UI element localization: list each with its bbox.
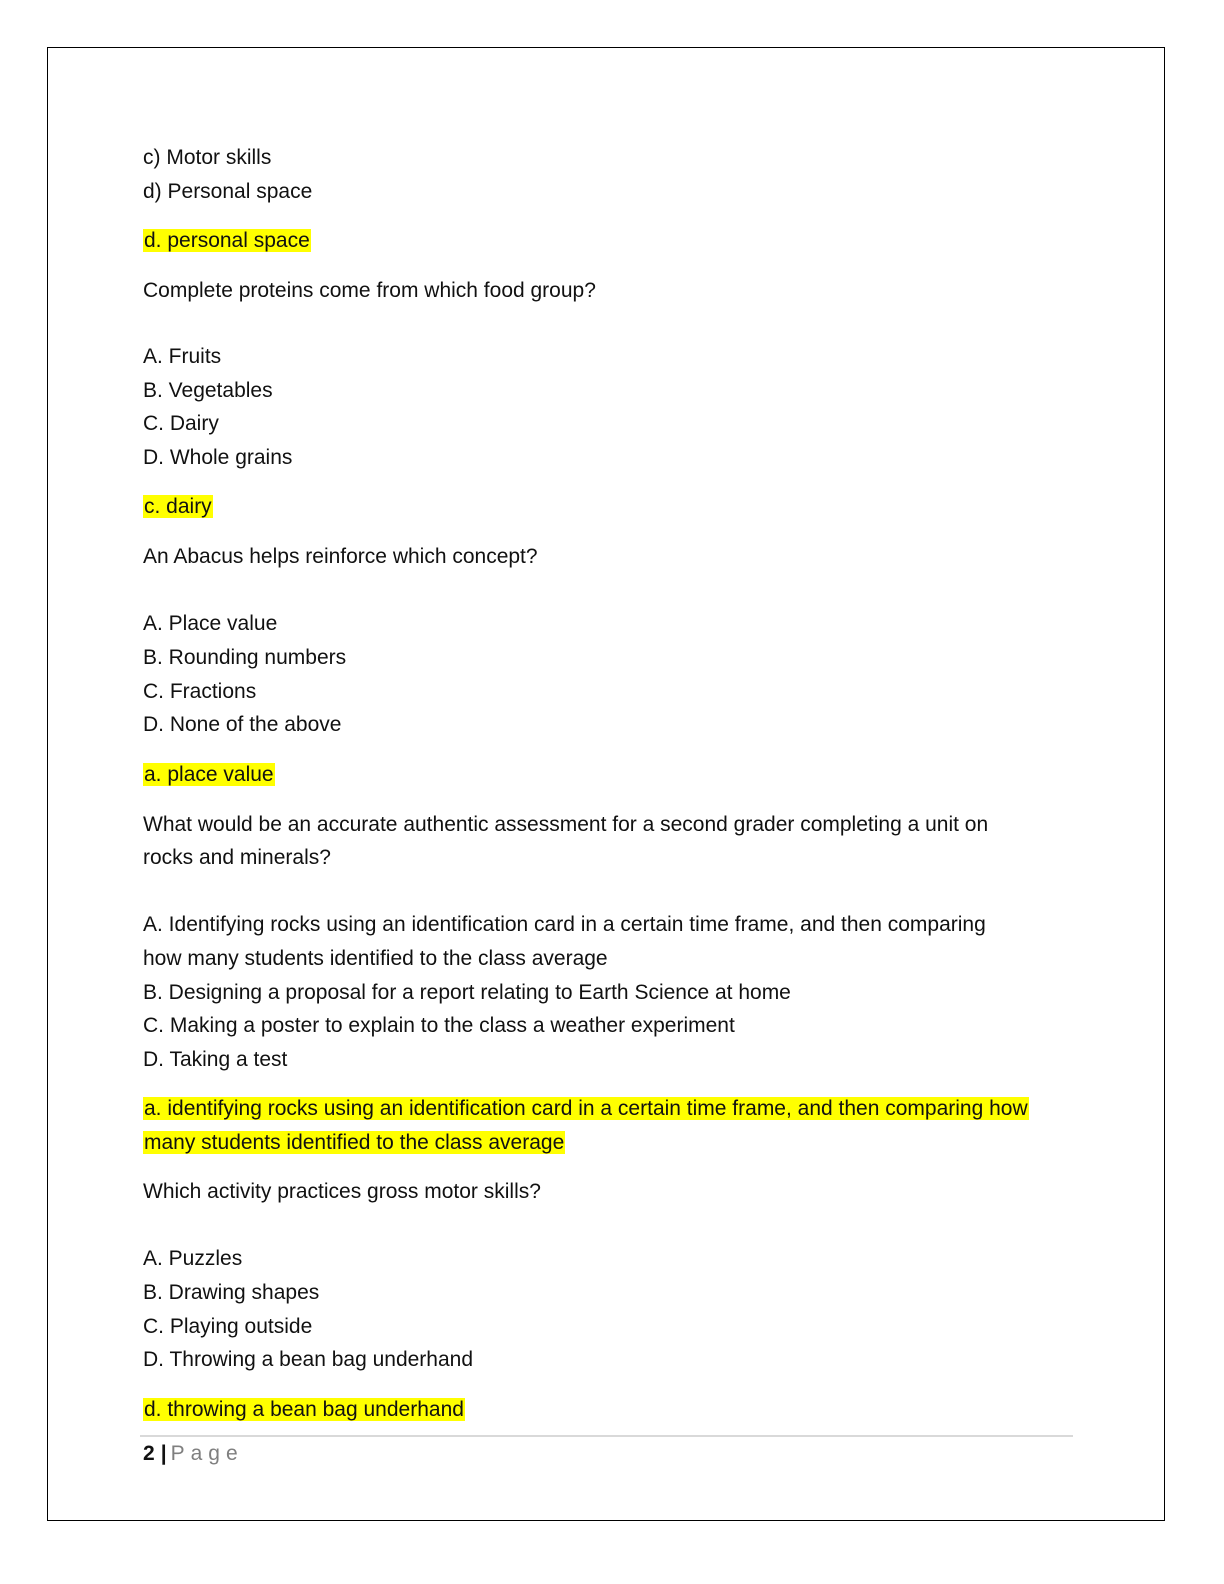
answer-key-text: a. place value: [144, 763, 274, 786]
page-number: 2: [143, 1442, 155, 1465]
footer-divider: [140, 1435, 1073, 1437]
answer-option: B. Vegetables: [143, 379, 273, 402]
question-text: An Abacus helps reinforce which concept?: [143, 545, 538, 568]
answer-option: D. None of the above: [143, 713, 342, 736]
answer-option: B. Drawing shapes: [143, 1281, 320, 1304]
answer-key-text: many students identified to the class average: [144, 1131, 565, 1154]
answer-option: C. Dairy: [143, 412, 219, 435]
footer-separator: |: [160, 1442, 167, 1465]
answer-option: A. Identifying rocks using an identification card in a certain time frame, and then comparing: [143, 913, 986, 936]
question-text: Which activity practices gross motor skills?: [143, 1180, 541, 1203]
answer-option: B. Rounding numbers: [143, 646, 347, 669]
answer-key: [143, 1094, 1029, 1124]
answer-option: C. Fractions: [143, 680, 257, 703]
answer-option: A. Puzzles: [143, 1247, 243, 1270]
answer-option: D. Taking a test: [143, 1048, 288, 1071]
answer-key: [143, 1128, 565, 1158]
answer-option: how many students identified to the class average: [143, 947, 608, 970]
answer-option: D. Whole grains: [143, 446, 293, 469]
answer-option: A. Place value: [143, 612, 278, 635]
answer-key-text: c. dairy: [144, 495, 212, 518]
question-text: Complete proteins come from which food group?: [143, 279, 596, 302]
answer-option: A. Fruits: [143, 345, 222, 368]
question-text: rocks and minerals?: [143, 846, 331, 869]
answer-key: [143, 226, 311, 256]
answer-option: D. Throwing a bean bag underhand: [143, 1348, 474, 1371]
answer-option: d) Personal space: [143, 180, 313, 203]
answer-key: [143, 492, 213, 522]
answer-key-text: d. personal space: [144, 229, 310, 252]
question-text: What would be an accurate authentic assessment for a second grader completing a unit on: [143, 813, 989, 836]
answer-option: B. Designing a proposal for a report relating to Earth Science at home: [143, 981, 791, 1004]
answer-key: [143, 760, 275, 790]
answer-key-text: d. throwing a bean bag underhand: [144, 1398, 464, 1421]
page-footer: [143, 1440, 244, 1468]
answer-key: [143, 1395, 465, 1425]
answer-option: C. Making a poster to explain to the class a weather experiment: [143, 1014, 735, 1037]
answer-option: C. Playing outside: [143, 1315, 313, 1338]
answer-key-text: a. identifying rocks using an identification card in a certain time frame, and then comparing how: [144, 1097, 1028, 1120]
answer-option: c) Motor skills: [143, 146, 272, 169]
page-label: Page: [170, 1442, 244, 1465]
